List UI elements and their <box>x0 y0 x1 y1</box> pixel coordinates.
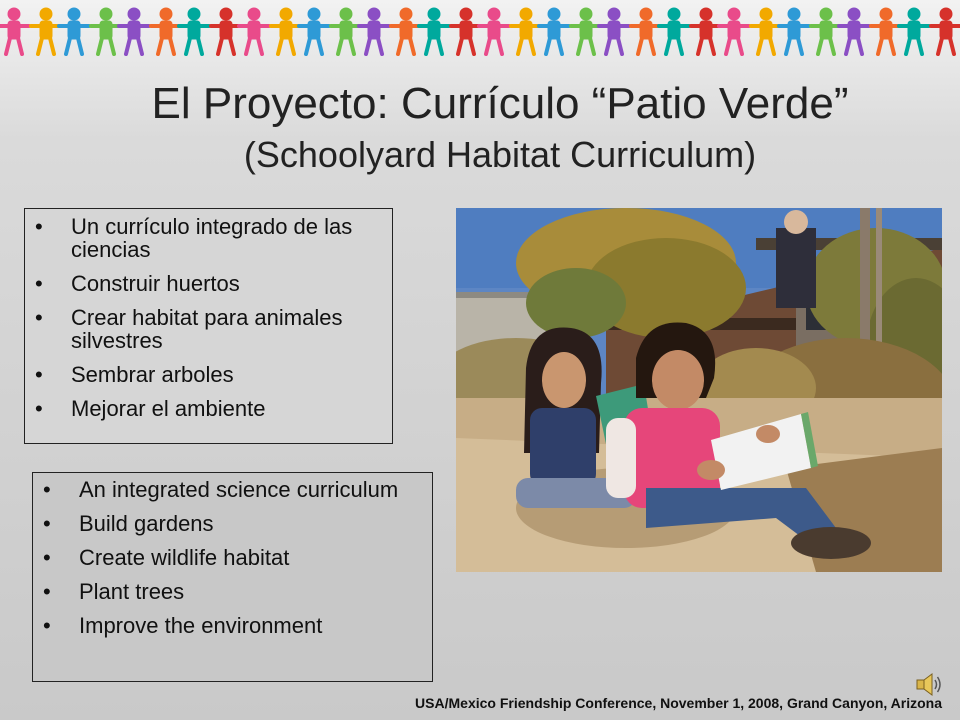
footer-caption: USA/Mexico Friendship Conference, November 1, 2008, Grand Canyon, Arizona <box>415 695 942 711</box>
paper-doll-children-icon <box>0 0 960 62</box>
spanish-bullet-list <box>71 215 381 431</box>
paper-doll-children-banner <box>0 0 960 62</box>
list-item: • Build gardens <box>79 512 409 535</box>
list-item: • Un currículo integrado de las ciencias <box>71 215 381 261</box>
spanish-bullet-box <box>24 208 393 444</box>
list-item: • Crear habitat para animales silvestres <box>71 306 381 352</box>
english-bullet-box <box>32 472 433 682</box>
list-item: • Plant trees <box>79 580 409 603</box>
list-item: • Sembrar arboles <box>71 363 381 386</box>
english-bullet-list <box>79 478 409 648</box>
list-item: • Create wildlife habitat <box>79 546 409 569</box>
title-line-spanish: El Proyecto: Currículo “Patio Verde” <box>151 79 849 128</box>
list-item: • Mejorar el ambiente <box>71 397 381 420</box>
schoolyard-photo <box>456 208 942 572</box>
title-line-english: (Schoolyard Habitat Curriculum) <box>243 134 757 175</box>
list-item: • An integrated science curriculum <box>79 478 409 501</box>
list-item: • Construir huertos <box>71 272 381 295</box>
schoolyard-photo-illustration <box>456 208 942 572</box>
slide-title <box>40 78 960 178</box>
speaker-icon[interactable] <box>914 670 942 698</box>
list-item: • Improve the environment <box>79 614 409 637</box>
